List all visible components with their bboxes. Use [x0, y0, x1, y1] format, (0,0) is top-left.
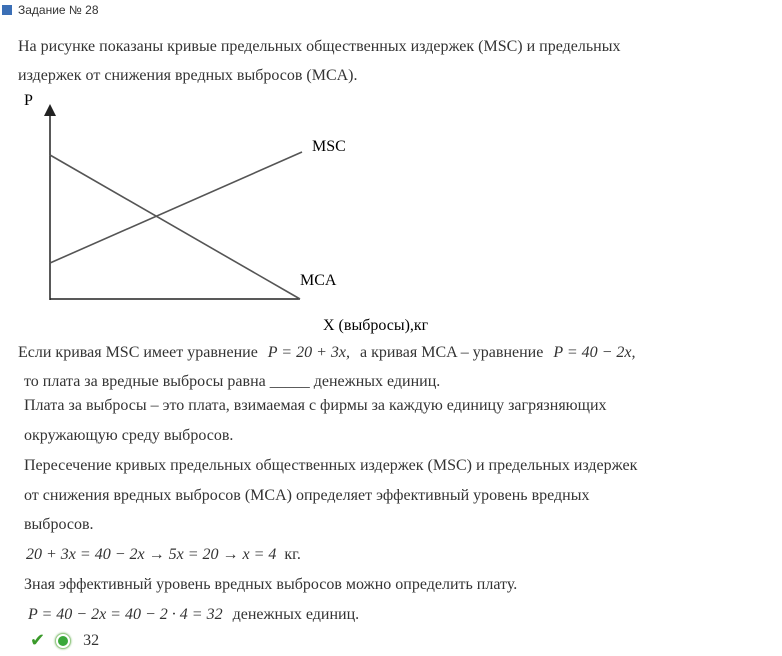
intro-line-2: издержек от снижения вредных выбросов (MCA).: [18, 67, 358, 84]
answer-radio[interactable]: [55, 633, 71, 649]
explanation-p1-line-1: Плата за выбросы – это плата, взимаемая с фирмы за каждую единицу загрязняющих: [24, 397, 607, 414]
equation-1-unit: кг.: [284, 546, 301, 563]
equation-line-2: [28, 606, 359, 624]
explanation-p1-line-2: окружающую среду выбросов.: [24, 427, 234, 444]
intro-line-1: На рисунке показаны кривые предельных общественных издержек (MSC) и предельных: [18, 38, 621, 55]
mca-equation: P = 40 − 2x,: [553, 344, 636, 361]
msc-label: MSC: [312, 138, 346, 155]
mca-curve: [50, 155, 300, 299]
x-axis-label: X (выбросы),кг: [323, 317, 429, 334]
question-part-2: а кривая MCA – уравнение: [359, 344, 544, 361]
checkmark-icon: ✔: [30, 630, 46, 651]
equation-2: P = 40 − 2x = 40 − 2 · 4 = 32: [28, 606, 223, 623]
msc-equation: P = 20 + 3x,: [267, 344, 350, 361]
msc-curve: [50, 152, 302, 263]
explanation-p2-line-3: выбросов.: [24, 516, 94, 533]
explanation-p3: Зная эффективный уровень вредных выбросов можно определить плату.: [24, 576, 518, 593]
answer-row: [30, 630, 99, 651]
explanation-p2-line-2: от снижения вредных выбросов (MCA) определяет эффективный уровень вредных: [24, 487, 590, 504]
equation-line-1: [26, 546, 301, 564]
question-line-1: [18, 344, 636, 362]
answer-value: 32: [83, 631, 100, 649]
question-line-2: то плата за вредные выбросы равна _____ денежных единиц.: [24, 373, 441, 390]
radio-dot-icon: [58, 636, 68, 646]
y-axis-label: P: [24, 92, 33, 109]
task-title: Задание № 28: [18, 3, 99, 17]
mca-label: MCA: [300, 272, 337, 289]
question-part-1: Если кривая MSC имеет уравнение: [18, 344, 258, 361]
equation-2-unit: денежных единиц.: [232, 606, 360, 623]
equation-1: 20 + 3x = 40 − 2x → 5x = 20 → x = 4: [26, 546, 277, 563]
explanation-p2-line-1: Пересечение кривых предельных общественных издержек (MSC) и предельных издержек: [24, 457, 638, 474]
